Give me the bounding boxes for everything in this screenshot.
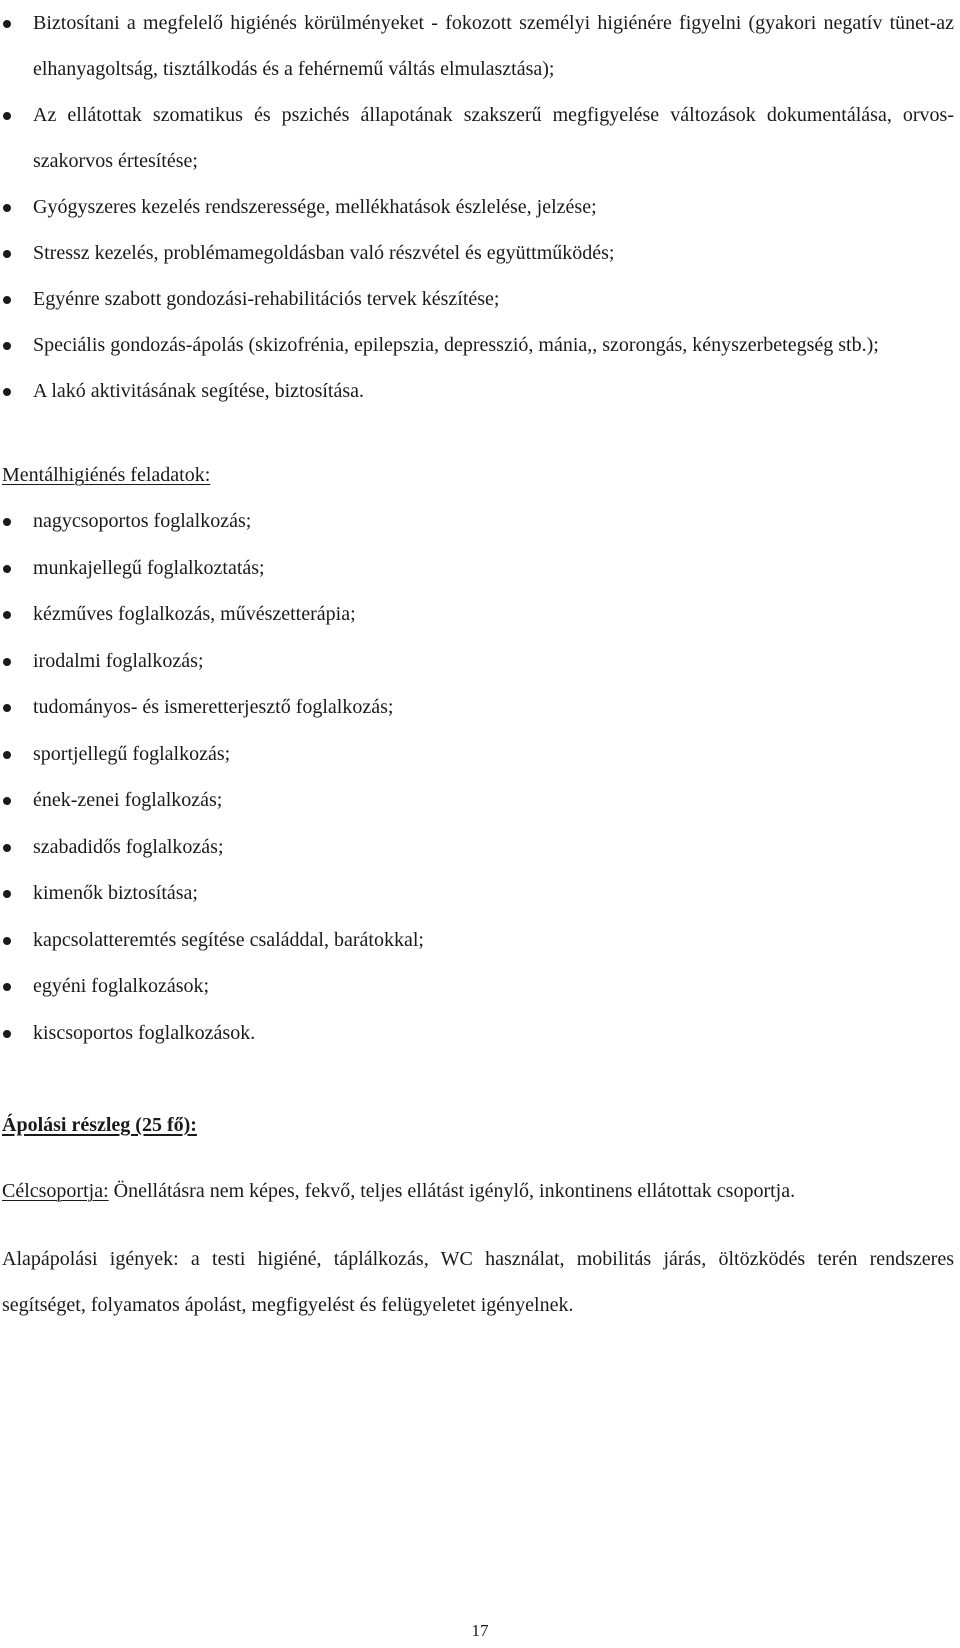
basic-care-needs-paragraph: Alapápolási igények: a testi higiéné, táplálkozás, WC használat, mobilitás járás, öltözködés terén rendszeres segítséget, folyamatos ápolást, megfigyelést és felügyeletet igényelnek. [2,1248,954,1316]
mental-hygiene-list [2,498,954,1056]
list-item: Egyénre szabott gondozási-rehabilitációs tervek készítése; [2,276,954,322]
care-tasks-list [2,0,954,414]
list-item: egyéni foglalkozások; [2,963,954,1010]
list-item: A lakó aktivitásának segítése, biztosítása. [2,368,954,414]
list-item: munkajellegű foglalkoztatás; [2,545,954,592]
list-item: Az ellátottak szomatikus és pszichés állapotának szakszerű megfigyelése változások dokumentálása, orvos-szakorvos értesítése; [2,92,954,184]
list-item: Speciális gondozás-ápolás (skizofrénia, epilepszia, depresszió, mánia,, szorongás, kényszerbetegség stb.); [2,322,954,368]
spacer [2,1056,954,1102]
section-heading-text: Ápolási részleg (25 fő): [2,1114,197,1136]
spacer [2,1214,954,1236]
page-content [2,0,954,1328]
list-item: kiscsoportos foglalkozások. [2,1010,954,1057]
list-item: kapcsolatteremtés segítése családdal, barátokkal; [2,917,954,964]
spacer [2,414,954,452]
list-item: kimenők biztosítása; [2,870,954,917]
list-item: tudományos- és ismeretterjesztő foglalkozás; [2,684,954,731]
target-group-text: Önellátásra nem képes, fekvő, teljes ellátást igénylő, inkontinens ellátottak csoportja. [108,1180,796,1202]
list-item: ének-zenei foglalkozás; [2,777,954,824]
list-item: szabadidős foglalkozás; [2,824,954,871]
list-item: Gyógyszeres kezelés rendszeressége, mellékhatások észlelése, jelzése; [2,184,954,230]
spacer [2,1148,954,1168]
list-item: irodalmi foglalkozás; [2,638,954,685]
list-item: nagycsoportos foglalkozás; [2,498,954,545]
target-group-paragraph [2,1168,954,1214]
list-item: Biztosítani a megfelelő higiénés körülményeket - fokozott személyi higiénére figyelni (gyakori negatív tünet-az elhanyagoltság, tisztálkodás és a fehérnemű váltás elmulasztása); [2,0,954,92]
section-heading [2,1102,954,1148]
list-item: kézműves foglalkozás, művészetterápia; [2,591,954,638]
list-item: sportjellegű foglalkozás; [2,731,954,778]
mental-hygiene-heading-text: Mentálhigiénés feladatok: [2,464,211,486]
target-group-label: Célcsoportja: [2,1180,109,1202]
mental-hygiene-heading [2,452,954,498]
page-number: 17 [471,1621,489,1640]
list-item: Stressz kezelés, problémamegoldásban való részvétel és együttműködés; [2,230,954,276]
